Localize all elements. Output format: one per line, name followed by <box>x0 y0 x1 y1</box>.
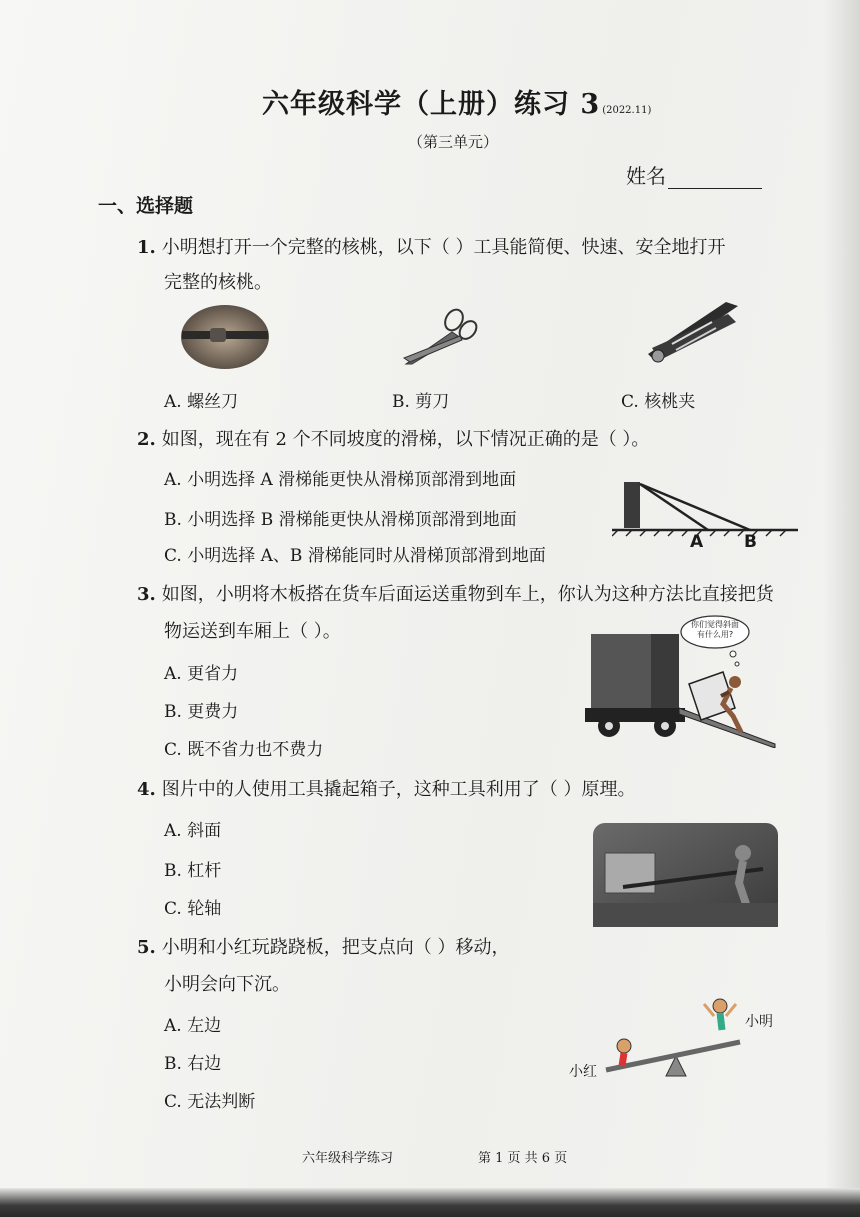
question-4-line-1 <box>137 775 636 801</box>
title-date: (2022.11) <box>602 105 652 116</box>
q4-option-a[interactable]: A. 斜面 <box>164 821 222 841</box>
question-2-number: 2. <box>137 429 156 450</box>
footer-page-number: 第 1 页 共 6 页 <box>478 1151 568 1166</box>
question-1-text: 小明想打开一个完整的核桃，以下（ ）工具能简便、快速、安全地打开 <box>161 237 726 258</box>
q1-option-a[interactable]: A. 螺丝刀 <box>164 392 239 412</box>
q3-option-c[interactable]: C. 既不省力也不费力 <box>164 740 324 760</box>
question-1-line-2: 完整的核桃。 <box>164 272 272 293</box>
name-label: 姓名 <box>626 164 666 188</box>
scissors-drawing <box>400 304 480 370</box>
worksheet-title <box>262 82 651 121</box>
question-3-number: 3. <box>137 584 156 605</box>
question-5-line-2: 小明会向下沉。 <box>164 974 290 995</box>
slide-label-a: A <box>690 532 704 552</box>
name-blank-line[interactable] <box>668 168 762 189</box>
q2-option-c[interactable]: C. 小明选择 A、B 滑梯能同时从滑梯顶部滑到地面 <box>164 546 546 566</box>
question-1-number: 1. <box>137 237 156 258</box>
seesaw-illustration <box>600 990 750 1082</box>
question-2-text: 如图，现在有 2 个不同坡度的滑梯，以下情况正确的是（ ）。 <box>161 429 650 450</box>
bubble-line-2: 有什么用? <box>696 630 734 639</box>
q1-option-c[interactable]: C. 核桃夹 <box>621 392 696 412</box>
question-5-text: 小明和小红玩跷跷板，把支点向（ ）移动， <box>161 937 510 958</box>
q3-option-b[interactable]: B. 更费力 <box>164 702 239 722</box>
question-3-line-2: 物运送到车厢上（ ）。 <box>164 621 341 642</box>
screwdriver-photo <box>180 304 270 370</box>
q4-option-c[interactable]: C. 轮轴 <box>164 899 222 919</box>
thought-bubble-text <box>689 620 741 640</box>
truck-ramp-illustration <box>585 612 785 748</box>
q2-option-b[interactable]: B. 小明选择 B 滑梯能更快从滑梯顶部滑到地面 <box>164 510 517 530</box>
xiaohong-label: 小红 <box>569 1064 597 1080</box>
page-edge-shadow <box>824 0 860 1217</box>
lever-photo <box>593 823 778 927</box>
unit-label: （第三单元） <box>408 133 499 151</box>
question-2-line-1 <box>137 425 649 451</box>
question-4-text: 图片中的人使用工具撬起箱子，这种工具利用了（ ）原理。 <box>161 779 636 800</box>
footer-subject: 六年级科学练习 <box>302 1151 394 1166</box>
question-3-line-1 <box>137 580 774 606</box>
question-1-line-1 <box>137 233 726 259</box>
q2-option-a[interactable]: A. 小明选择 A 滑梯能更快从滑梯顶部滑到地面 <box>164 470 517 490</box>
q5-option-c[interactable]: C. 无法判断 <box>164 1092 256 1112</box>
name-field[interactable] <box>626 160 762 189</box>
xiaoming-label: 小明 <box>745 1014 773 1030</box>
q3-option-a[interactable]: A. 更省力 <box>164 664 239 684</box>
q5-option-b[interactable]: B. 右边 <box>164 1054 222 1074</box>
q4-option-b[interactable]: B. 杠杆 <box>164 861 222 881</box>
section-heading: 一、选择题 <box>98 195 194 217</box>
slide-label-b: B <box>744 532 757 552</box>
q5-option-a[interactable]: A. 左边 <box>164 1016 222 1036</box>
bubble-line-1: 你们觉得斜面 <box>691 620 739 629</box>
question-4-number: 4. <box>137 779 156 800</box>
nutcracker-drawing <box>642 296 742 368</box>
title-text: 六年级科学（上册）练习 3 <box>262 89 601 120</box>
question-5-line-1 <box>137 933 510 959</box>
slide-diagram <box>612 472 802 556</box>
scan-bottom-edge <box>0 1188 860 1217</box>
question-3-text: 如图，小明将木板搭在货车后面运送重物到车上，你认为这种方法比直接把货 <box>161 584 774 605</box>
question-5-number: 5. <box>137 937 156 958</box>
q1-option-b[interactable]: B. 剪刀 <box>392 392 450 412</box>
